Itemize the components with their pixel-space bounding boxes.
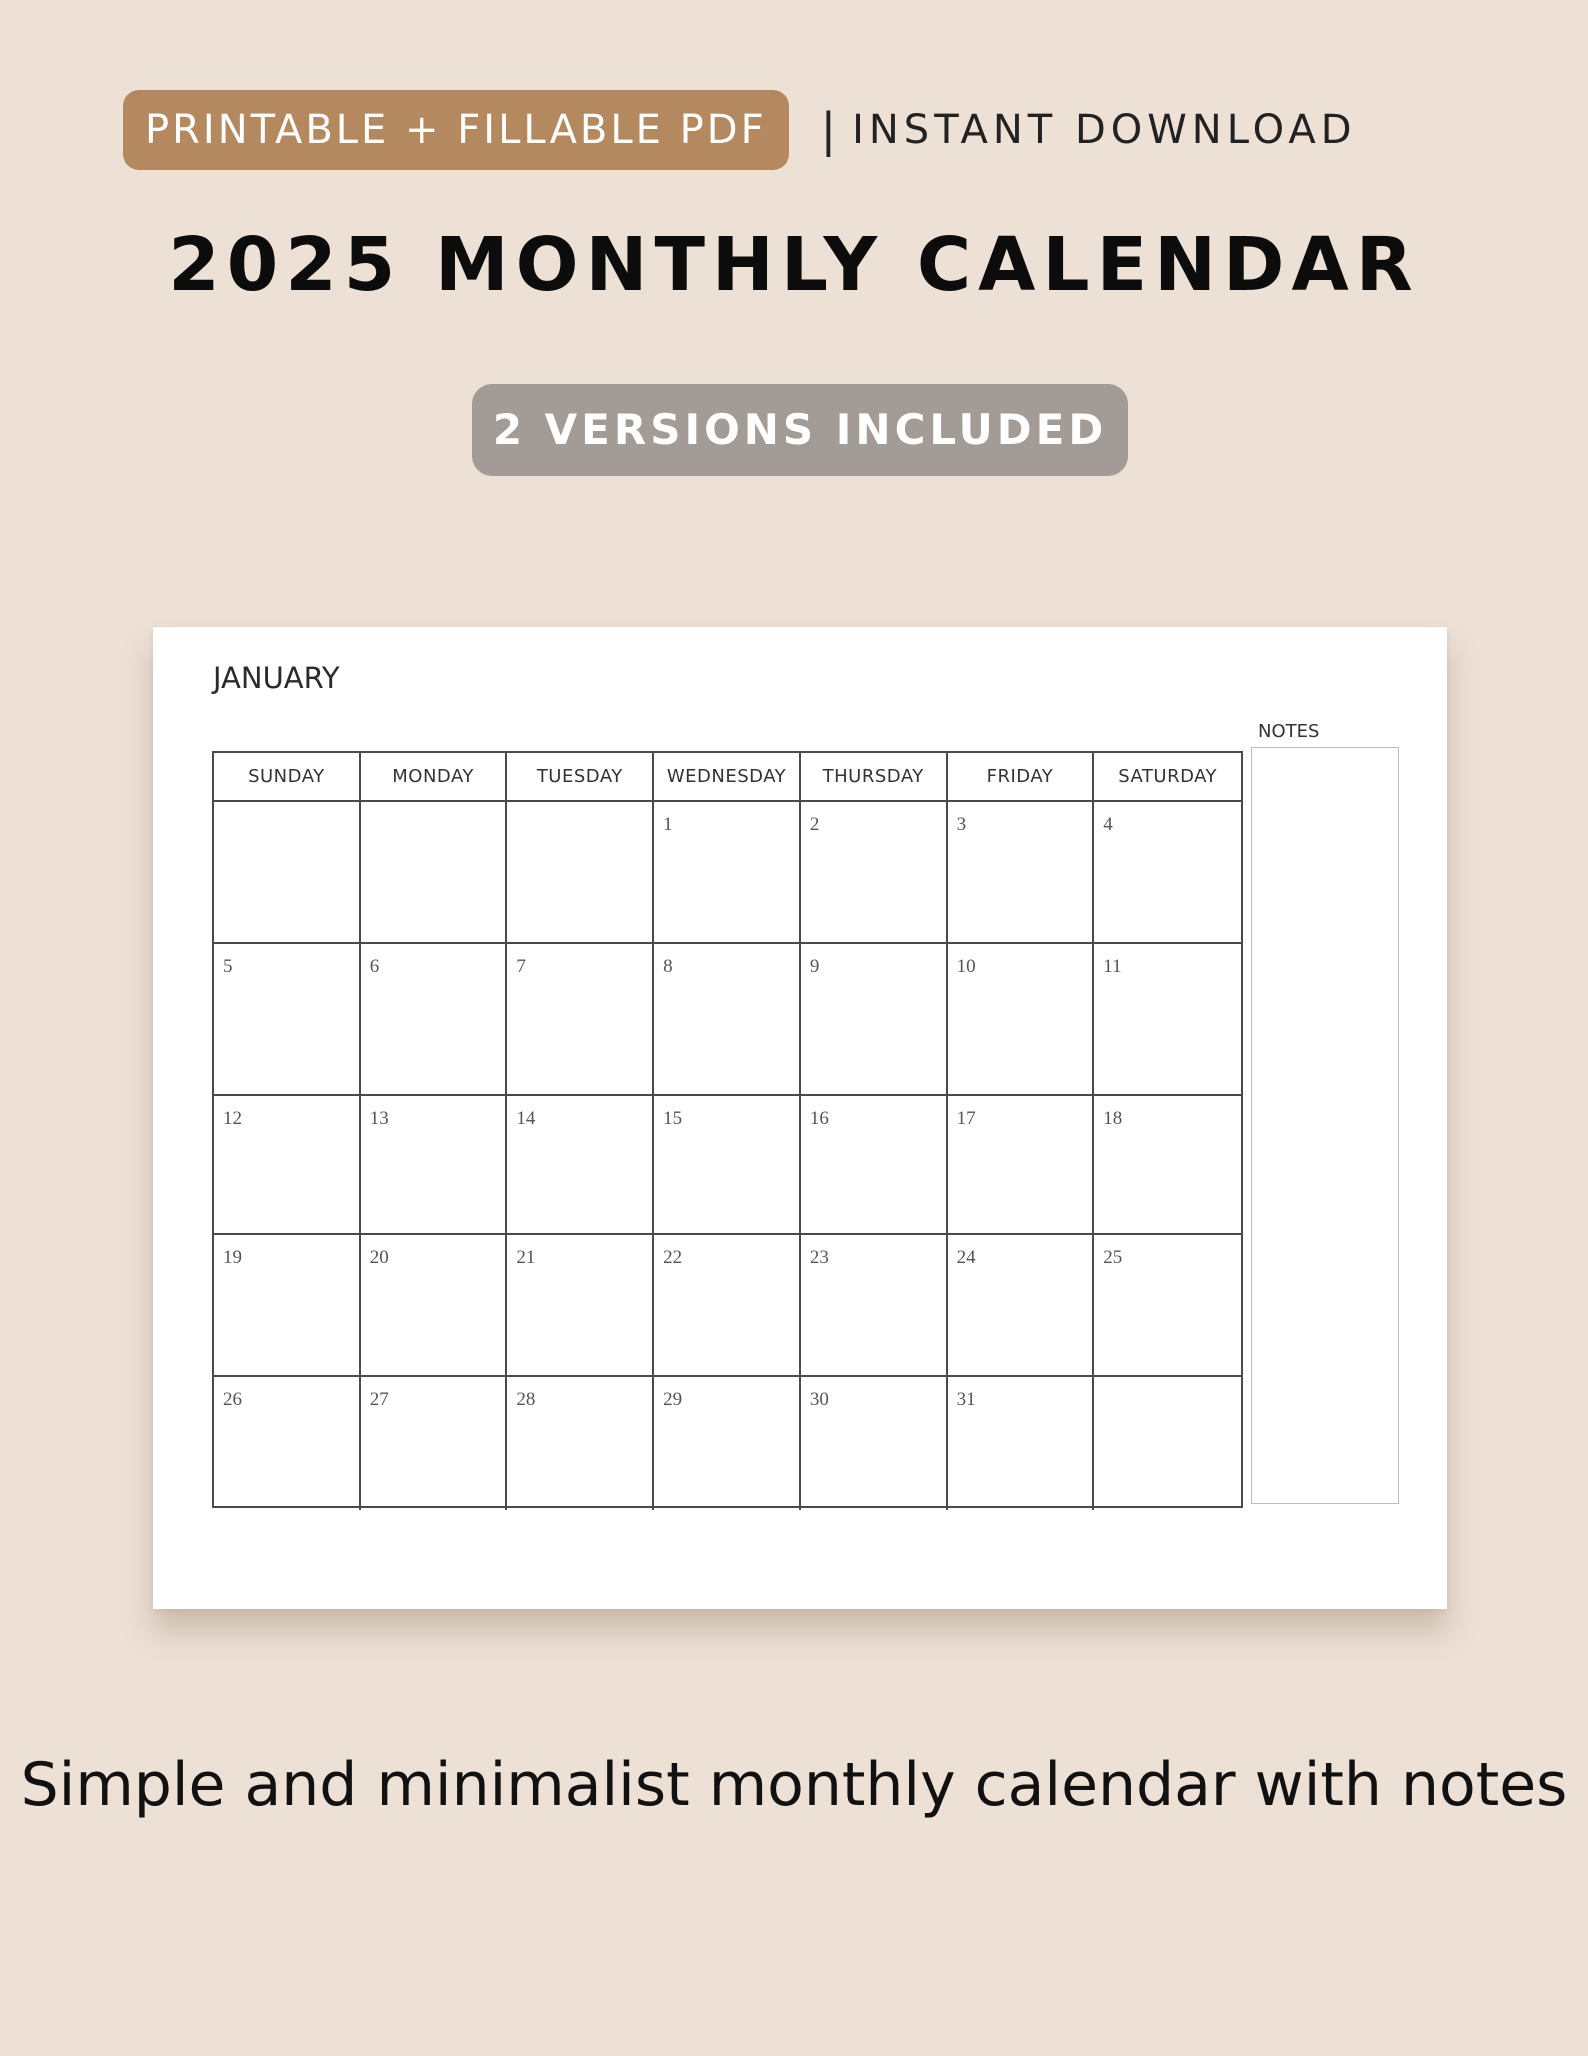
day-number: 18 xyxy=(1103,1108,1123,1129)
day-number: 1 xyxy=(663,814,673,835)
day-number: 15 xyxy=(663,1108,683,1129)
day-number: 11 xyxy=(1103,956,1122,977)
weekday-header: SATURDAY xyxy=(1094,753,1241,802)
header-row xyxy=(123,90,1483,170)
day-cell[interactable] xyxy=(801,944,948,1096)
day-cell[interactable] xyxy=(654,1096,801,1235)
weekday-header: FRIDAY xyxy=(948,753,1095,802)
day-number: 25 xyxy=(1103,1247,1123,1268)
day-cell[interactable] xyxy=(507,1096,654,1235)
weekday-header: TUESDAY xyxy=(507,753,654,802)
day-number: 8 xyxy=(663,956,673,977)
calendar-grid xyxy=(212,751,1243,1508)
day-number: 14 xyxy=(516,1108,536,1129)
day-cell[interactable] xyxy=(1094,802,1241,944)
day-cell[interactable] xyxy=(654,802,801,944)
day-cell[interactable] xyxy=(507,1377,654,1510)
day-cell[interactable] xyxy=(801,1377,948,1510)
weekday-header: THURSDAY xyxy=(801,753,948,802)
header-separator: | xyxy=(820,103,837,157)
weekday-header: WEDNESDAY xyxy=(654,753,801,802)
day-cell[interactable] xyxy=(214,1235,361,1377)
day-number: 10 xyxy=(956,956,976,977)
day-cell[interactable] xyxy=(654,1235,801,1377)
weekday-header: MONDAY xyxy=(361,753,508,802)
day-number: 28 xyxy=(516,1389,536,1410)
day-cell[interactable] xyxy=(801,1096,948,1235)
day-cell[interactable] xyxy=(214,1377,361,1510)
day-number: 4 xyxy=(1103,814,1113,835)
day-cell[interactable] xyxy=(1094,1235,1241,1377)
day-number: 26 xyxy=(223,1389,242,1410)
day-cell[interactable] xyxy=(948,1377,1095,1510)
day-number: 21 xyxy=(516,1247,536,1268)
day-number: 19 xyxy=(223,1247,242,1268)
day-number: 5 xyxy=(223,956,233,977)
day-cell[interactable] xyxy=(214,1096,361,1235)
day-number: 12 xyxy=(223,1108,242,1129)
day-cell[interactable] xyxy=(507,1235,654,1377)
format-badge: PRINTABLE + FILLABLE PDF xyxy=(123,90,789,170)
month-name: JANUARY xyxy=(213,661,340,695)
day-number: 2 xyxy=(809,814,820,835)
day-number: 29 xyxy=(663,1389,683,1410)
day-cell[interactable] xyxy=(507,802,654,944)
day-cell[interactable] xyxy=(801,802,948,944)
day-cell[interactable] xyxy=(1094,1377,1241,1510)
day-cell[interactable] xyxy=(507,944,654,1096)
day-number: 13 xyxy=(369,1108,389,1129)
day-cell[interactable] xyxy=(361,1377,508,1510)
day-cell[interactable] xyxy=(948,1235,1095,1377)
day-cell[interactable] xyxy=(948,802,1095,944)
day-cell[interactable] xyxy=(948,944,1095,1096)
day-cell[interactable] xyxy=(361,944,508,1096)
notes-box xyxy=(1251,747,1399,1504)
day-cell[interactable] xyxy=(214,802,361,944)
day-cell[interactable] xyxy=(361,1235,508,1377)
day-cell[interactable] xyxy=(654,944,801,1096)
weekday-header: SUNDAY xyxy=(214,753,361,802)
notes-label: NOTES xyxy=(1258,721,1320,742)
day-number: 16 xyxy=(809,1108,829,1129)
day-number: 7 xyxy=(516,956,526,977)
versions-badge: 2 VERSIONS INCLUDED xyxy=(472,384,1128,476)
day-number: 24 xyxy=(956,1247,976,1268)
day-number: 22 xyxy=(663,1247,683,1268)
delivery-label: INSTANT DOWNLOAD xyxy=(852,107,1357,153)
day-cell[interactable] xyxy=(214,944,361,1096)
day-number: 31 xyxy=(956,1389,976,1410)
day-number: 27 xyxy=(369,1389,389,1410)
day-number: 9 xyxy=(809,956,820,977)
day-cell[interactable] xyxy=(361,1096,508,1235)
day-cell[interactable] xyxy=(948,1096,1095,1235)
day-cell[interactable] xyxy=(654,1377,801,1510)
day-number: 6 xyxy=(369,956,380,977)
tagline: Simple and minimalist monthly calendar with notes xyxy=(20,1750,1568,1820)
day-cell[interactable] xyxy=(1094,944,1241,1096)
day-number: 23 xyxy=(809,1247,829,1268)
day-number: 20 xyxy=(369,1247,389,1268)
day-number: 30 xyxy=(809,1389,829,1410)
day-cell[interactable] xyxy=(1094,1096,1241,1235)
page-title: 2025 MONTHLY CALENDAR xyxy=(168,222,1420,308)
day-number: 17 xyxy=(956,1108,976,1129)
day-cell[interactable] xyxy=(361,802,508,944)
calendar-sheet xyxy=(153,627,1447,1609)
day-cell[interactable] xyxy=(801,1235,948,1377)
day-number: 3 xyxy=(956,814,967,835)
